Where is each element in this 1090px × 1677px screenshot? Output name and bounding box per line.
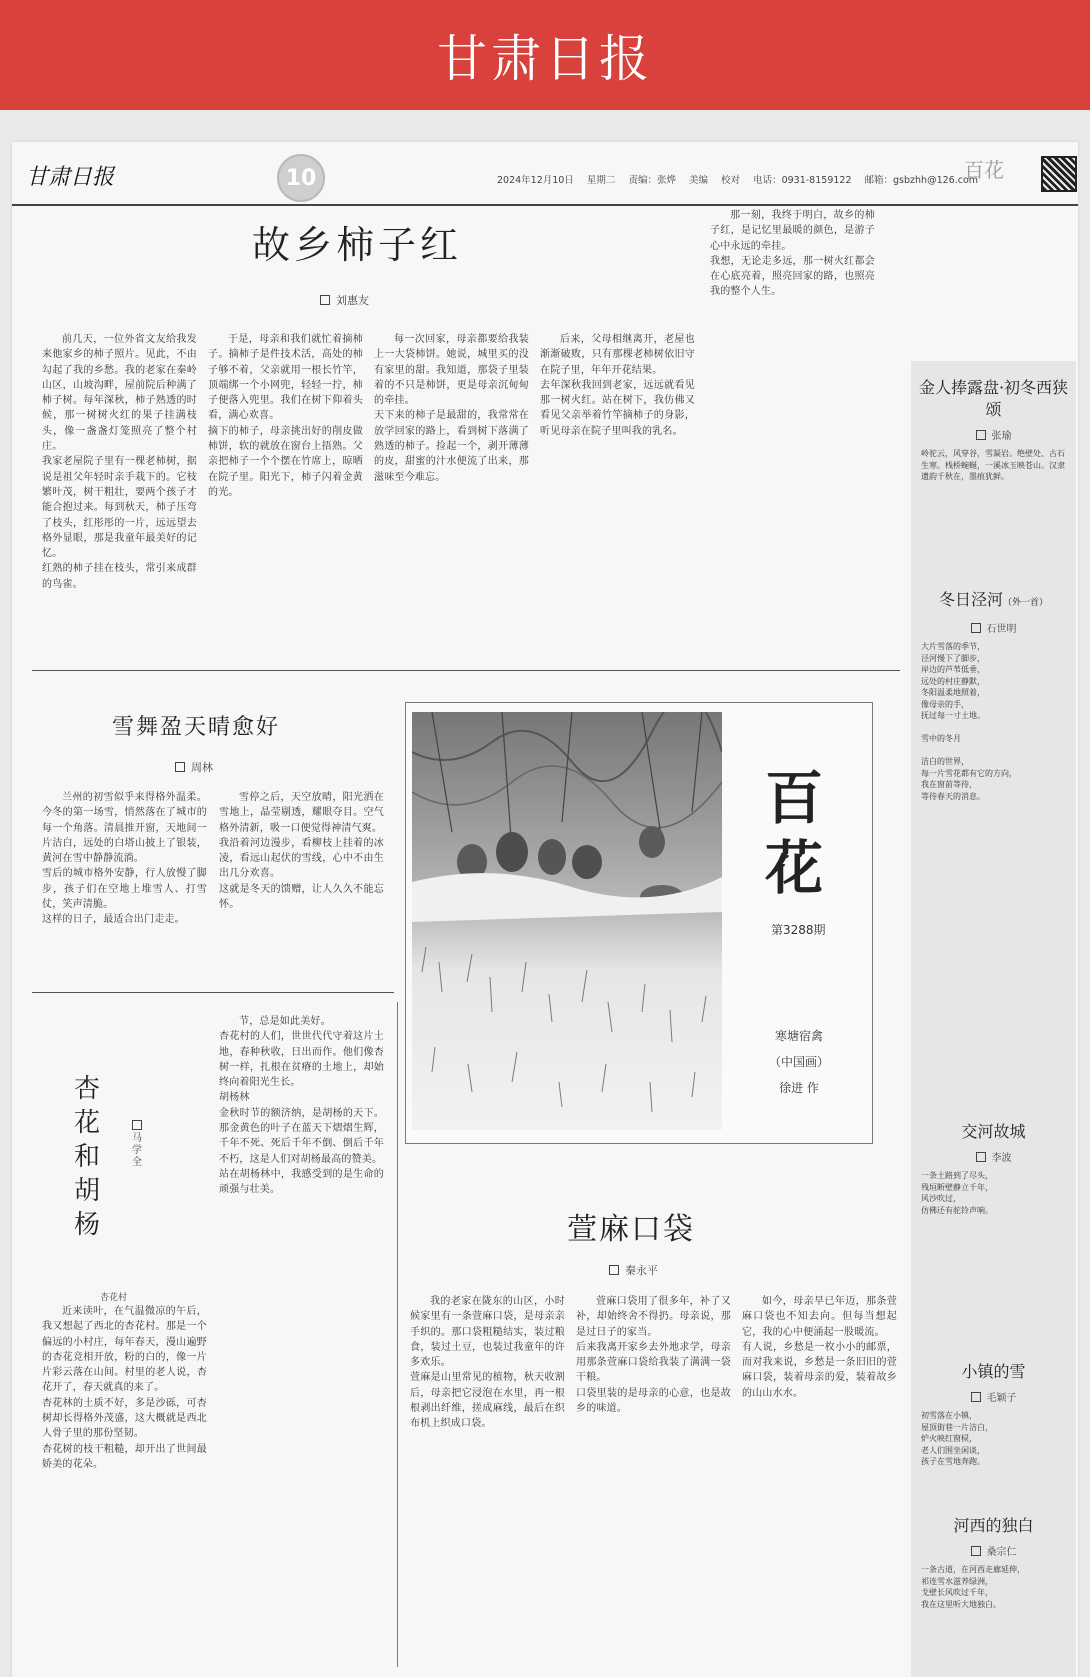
article-text: 兰州的初雪似乎来得格外温柔。今冬的第一场雪，悄然落在了城市的每一个角落。清晨推开窗，天地间一片洁白，远处的白塔山披上了银装，黄河在雪中静静流淌。 雪后的城市格外安静，行人放慢了脚步，孩子们在空地上堆雪人、打雪仗，笑声清脆。 这样的日子，最适合出门走走。 <box>42 792 207 926</box>
newspaper-page[interactable] <box>12 142 1078 1677</box>
byline-square-icon <box>609 1265 619 1275</box>
section-divider <box>32 992 394 993</box>
byline-square-icon <box>320 295 330 305</box>
poem-title: 金人捧露盘·初冬西狭颂 <box>918 378 1069 419</box>
featured-artwork[interactable] <box>405 702 873 1144</box>
article-text: 每一次回家，母亲都要给我装上一大袋柿饼。她说，城里买的没有家里的甜。我知道，那袋子里装着的不只是柿饼，更是母亲沉甸甸的牵挂。 天下来的柿子是最甜的，我常常在放学回家的路上，看到树下落满了熟透的柿子。捡起一个，剥开薄薄的皮，甜蜜的汁水便流了出来，那滋味至今难忘。 <box>374 334 529 483</box>
article-column <box>42 332 197 662</box>
section-divider <box>32 670 900 671</box>
poem-byline <box>915 1543 1072 1558</box>
poem-author: 张瑜 <box>991 431 1012 442</box>
article-column <box>219 790 384 978</box>
email-address: 邮箱：gsbzhh@126.com <box>864 175 979 186</box>
page-number-badge: 10 <box>277 154 325 202</box>
poem-block <box>915 1121 1072 1330</box>
qr-code-icon <box>1041 156 1077 192</box>
newspaper-logo: 甘肃日报 <box>26 165 115 190</box>
byline-square-icon <box>971 623 981 633</box>
article-author: 周林 <box>191 761 213 774</box>
design-credit: 美编 <box>688 175 708 186</box>
article-column <box>742 1294 897 1664</box>
poetry-sidebar <box>911 361 1076 1677</box>
article-subhead: 杏花村 <box>100 1293 128 1303</box>
artwork-author: 徐进 作 <box>779 1081 819 1095</box>
article-column <box>540 332 695 662</box>
app-header <box>0 0 1090 110</box>
poem-block <box>915 589 1072 1071</box>
proof-credit: 校对 <box>721 175 741 186</box>
poem-author: 桑宗仁 <box>986 1547 1017 1558</box>
app-title: 甘肃日报 <box>437 30 653 88</box>
issue-number: 第3288期 <box>771 923 826 937</box>
poem-text: 一条土路到了尽头， 残垣断壁静立千年， 风沙吹过， 仿佛还有驼铃声响。 <box>921 1171 993 1215</box>
article-text: 如今，母亲早已年迈，那条萱麻口袋也不知去向。但每当想起它，我的心中便涌起一股暖流。 有人说，乡愁是一枚小小的邮票，而对我来说，乡愁是一条旧旧的萱麻口袋，装着母亲的爱，装着故乡的山山水水。 <box>742 1296 897 1399</box>
poem-byline <box>915 620 1072 635</box>
supplement-brand: 百花 <box>764 764 823 902</box>
poem-title: 交河故城 <box>961 1122 1026 1141</box>
article-column <box>710 208 875 662</box>
article-title: 故乡柿子红 <box>252 223 463 267</box>
byline-square-icon <box>971 1392 981 1402</box>
article-text: 节，总是如此美好。 杏花村的人们，世世代代守着这片土地，春种秋收，日出而作。他们像杏树一样，扎根在贫瘠的土地上，却始终向着阳光生长。 胡杨林 金秋时节的额济纳，是胡杨的天下。那金黄色的叶子在蓝天下熠熠生辉，千年不死、死后千年不倒、倒后千年不朽，这是人们对胡杨最高的赞美。 站在胡杨林中，我感受到的是生命的顽强与壮美。 <box>219 1016 384 1196</box>
article-column <box>410 1294 565 1664</box>
poem-title-row <box>915 589 1072 614</box>
article-text: 萱麻口袋用了很多年，补了又补，却始终舍不得扔。母亲说，那是过日子的家当。 后来我离开家乡去外地求学，母亲用那条萱麻口袋给我装了满满一袋干粮。 口袋里装的是母亲的心意，也是故乡的味道。 <box>576 1296 731 1415</box>
article-text: 雪停之后，天空放晴，阳光洒在雪地上，晶莹剔透，耀眼夺目。空气格外清新，吸一口便觉得神清气爽。 我沿着河边漫步，看柳枝上挂着的冰凌，看远山起伏的雪线，心中不由生出几分欢喜。 这就是冬天的馈赠，让人久久不能忘怀。 <box>219 792 384 911</box>
byline-square-icon <box>132 1120 142 1130</box>
poem-title: 小镇的雪 <box>961 1362 1026 1381</box>
article-title: 雪舞盈天晴愈好 <box>112 715 281 740</box>
poem-subtitle: （外一首） <box>1003 598 1049 608</box>
article-byline <box>609 1262 658 1278</box>
issue-weekday: 星期二 <box>586 175 616 186</box>
article-text: 后来，父母相继离开，老屋也渐渐破败，只有那棵老柿树依旧守在院子里，年年开花结果。 去年深秋我回到老家，远远就看见那一树火红。站在树下，我仿佛又看见父亲举着竹竿摘柿子的身影，听见母亲在院子里叫我的乳名。 <box>540 334 695 437</box>
article-column <box>42 1304 207 1664</box>
article-column <box>374 332 529 662</box>
article-column <box>219 1014 384 1664</box>
article-column <box>42 790 207 978</box>
phone-number: 电话：0931-8159122 <box>753 175 852 186</box>
article-text: 近来读叶，在气温微凉的午后，我又想起了西北的杏花村。那是一个偏远的小村庄，每年春天，漫山遍野的杏花竞相开放，粉的白的，像一片片彩云落在山间。村里的老人说，杏花开了，春天就真的来了。 杏花林的土质不好，多是沙砾，可杏树却长得格外茂盛，这大概就是西北人骨子里的那份坚韧。 杏花树的枝干粗糙，却开出了世间最娇美的花朵。 <box>42 1306 207 1470</box>
artwork-title: 寒塘宿禽 <box>774 1029 823 1043</box>
article-byline <box>320 292 369 308</box>
byline-square-icon <box>976 1152 986 1162</box>
article-column <box>208 332 363 662</box>
poem-title: 河西的独白 <box>953 1516 1034 1535</box>
artwork-illustration <box>412 712 722 1130</box>
byline-square-icon <box>971 1546 981 1556</box>
editor-credit: 责编：张烨 <box>628 175 676 186</box>
article-text: 于是，母亲和我们就忙着摘柿子。摘柿子是件技术活，高处的柿子够不着，父亲就用一根长竹竿，顶端绑一个小网兜，轻轻一拧，柿子便落入兜里。我们在树下仰着头看，满心欢喜。 摘下的柿子，母亲挑出好的削皮做柿饼，软的就放在窗台上捂熟。父亲把柿子一个个摆在竹席上，晾晒在院子里。阳光下，柿子闪着金黄的光。 <box>208 334 363 498</box>
article-text: 我的老家在陇东的山区，小时候家里有一条萱麻口袋，是母亲亲手织的。那口袋粗糙结实，装过粮食，装过土豆，也装过我童年的许多欢乐。 萱麻是山里常见的植物，秋天收割后，母亲把它浸泡在水里，再一根根剥出纤维，搓成麻线，最后在织布机上织成口袋。 <box>410 1296 565 1430</box>
poem-block <box>915 377 1072 528</box>
artwork-caption <box>769 1023 829 1101</box>
article-author: 马学全 <box>132 1133 142 1168</box>
poem-title: 冬日泾河 <box>938 590 1003 609</box>
article-text: 前几天，一位外省文友给我发来他家乡的柿子照片。见此，不由勾起了我的乡愁。我的老家在秦岭山区，山坡沟畔，屋前院后种满了柿子树。每年深秋，柿子熟透的时候，那一树树火红的果子挂满枝头，像一盏盏灯笼照亮了整个村庄。 我家老屋院子里有一棵老柿树，据说是祖父年轻时亲手栽下的。它枝繁叶茂，树干粗壮，要两个孩子才能合抱过来。每到秋天，柿子压弯了枝头，红彤彤的一片，远远望去格外显眼，那是我童年最美好的记忆。 红熟的柿子挂在枝头，常引来成群的鸟雀。 <box>42 334 197 590</box>
article-title: 萱麻口袋 <box>567 1212 695 1247</box>
artwork-image[interactable] <box>412 712 722 1130</box>
article-byline <box>132 1120 144 1169</box>
poem-text: 岭驼云，风穿谷，雪凝岩。绝壁处、古石生寒。栈桥蜿蜒，一溪冰玉映苍山。汉隶遗韵千秋在，墨痕犹鲜。 <box>921 449 1065 481</box>
poem-byline <box>915 427 1072 442</box>
column-divider <box>397 1002 398 1667</box>
article-title: 杏花和胡杨 <box>73 1074 100 1240</box>
section-name: 百花 <box>964 158 1004 182</box>
byline-square-icon <box>976 430 986 440</box>
poem-text: 初雪落在小镇， 屋顶街巷一片洁白， 炉火映红窗棂， 老人们围坐闲谈， 孩子在雪地奔跑。 <box>921 1411 993 1466</box>
article-column <box>576 1294 731 1664</box>
article-text: 那一刻，我终于明白，故乡的柿子红，是记忆里最暖的颜色，是游子心中永远的牵挂。 我想，无论走多远，那一树火红都会在心底亮着，照亮回家的路，也照亮我的整个人生。 <box>710 210 875 298</box>
poem-block <box>915 1361 1072 1540</box>
issue-date: 2024年12月10日 <box>497 175 574 186</box>
poem-text: 大片雪落的季节， 泾河慢下了脚步， 岸边的芦苇低垂， 远处的村庄静默， 冬阳温柔地照着， 像母亲的手， 抚过每一寸土地。 雪中的冬月 洁白的世界， 每一片雪花都有它的方向， 我在窗前等待， 等待春天的消息。 <box>921 642 1017 801</box>
article-author: 刘惠友 <box>336 294 369 307</box>
poem-byline <box>915 1149 1072 1164</box>
poem-author: 毛颖子 <box>986 1393 1017 1404</box>
poem-byline <box>915 1389 1072 1404</box>
poem-author: 石世明 <box>986 624 1017 635</box>
article-author: 秦永平 <box>625 1264 658 1277</box>
poem-block <box>915 1515 1072 1674</box>
article-byline <box>175 759 213 775</box>
poem-text: 一条古道，在河西走廊延伸， 祁连雪水滋养绿洲， 戈壁长风吹过千年， 我在这里听大地独白。 <box>921 1565 1025 1609</box>
byline-square-icon <box>175 762 185 772</box>
masthead <box>12 142 1078 206</box>
artwork-type: （中国画） <box>769 1055 830 1069</box>
masthead-meta <box>497 172 988 186</box>
poem-author: 李波 <box>991 1153 1012 1164</box>
